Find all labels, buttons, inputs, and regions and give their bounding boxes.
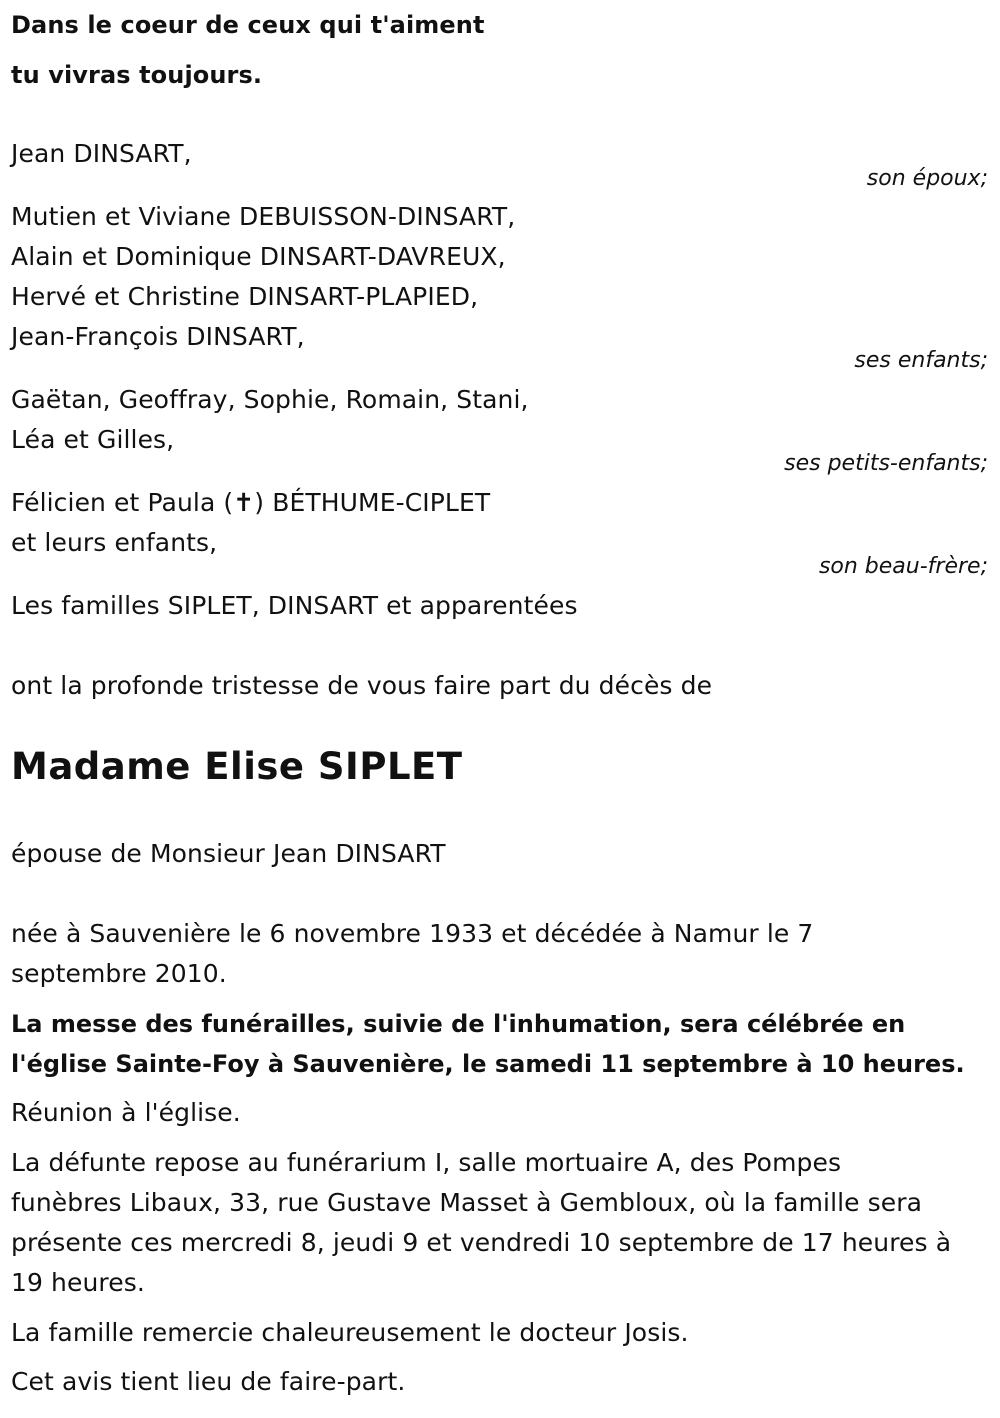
husband-name: Jean DINSART, (11, 139, 192, 168)
announcement-text: ont la profonde tristesse de vous faire part du décès de (11, 671, 713, 700)
grandchildren-line-1: Gaëtan, Geoffray, Sophie, Romain, Stani, (11, 385, 529, 414)
motto-line-2: tu vivras toujours. (11, 61, 263, 89)
child-line-4: Jean-François DINSART, (11, 322, 305, 351)
children-relation: ses enfants; (854, 348, 988, 373)
notice-line: Cet avis tient lieu de faire-part. (11, 1367, 406, 1396)
ceremony-line-2: l'église Sainte-Foy à Sauvenière, le samedi 11 septembre à 10 heures. (11, 1050, 965, 1078)
brother-in-law-line-2: et leurs enfants, (11, 528, 218, 557)
grandchildren-relation: ses petits-enfants; (784, 451, 988, 476)
birth-death-line-1: née à Sauvenière le 6 novembre 1933 et décédée à Namur le 7 (11, 919, 814, 948)
thanks-line: La famille remercie chaleureusement le docteur Josis. (11, 1318, 689, 1347)
brother-in-law-relation: son beau-frère; (818, 554, 988, 579)
meeting-line: Réunion à l'église. (11, 1098, 241, 1127)
visitation-line-2: funèbres Libaux, 33, rue Gustave Masset à Gembloux, où la famille sera (11, 1188, 923, 1217)
child-line-1: Mutien et Viviane DEBUISSON-DINSART, (11, 202, 516, 231)
families-line: Les familles SIPLET, DINSART et apparentées (11, 591, 578, 620)
child-line-3: Hervé et Christine DINSART-PLAPIED, (11, 282, 479, 311)
motto-line-1: Dans le coeur de ceux qui t'aiment (11, 11, 485, 39)
grandchildren-line-2: Léa et Gilles, (11, 425, 175, 454)
visitation-line-1: La défunte repose au funérarium I, salle mortuaire A, des Pompes (11, 1148, 842, 1177)
visitation-line-3: présente ces mercredi 8, jeudi 9 et vendredi 10 septembre de 17 heures à (11, 1228, 952, 1257)
birth-death-line-2: septembre 2010. (11, 959, 227, 988)
visitation-line-4: 19 heures. (11, 1268, 145, 1297)
child-line-2: Alain et Dominique DINSART-DAVREUX, (11, 242, 506, 271)
deceased-name: Madame Elise SIPLET (11, 745, 463, 788)
husband-relation: son époux; (866, 166, 988, 191)
brother-in-law-line-1: Félicien et Paula (✝) BÉTHUME-CIPLET (11, 488, 491, 517)
spouse-line: épouse de Monsieur Jean DINSART (11, 839, 446, 868)
ceremony-line-1: La messe des funérailles, suivie de l'inhumation, sera célébrée en (11, 1010, 906, 1038)
